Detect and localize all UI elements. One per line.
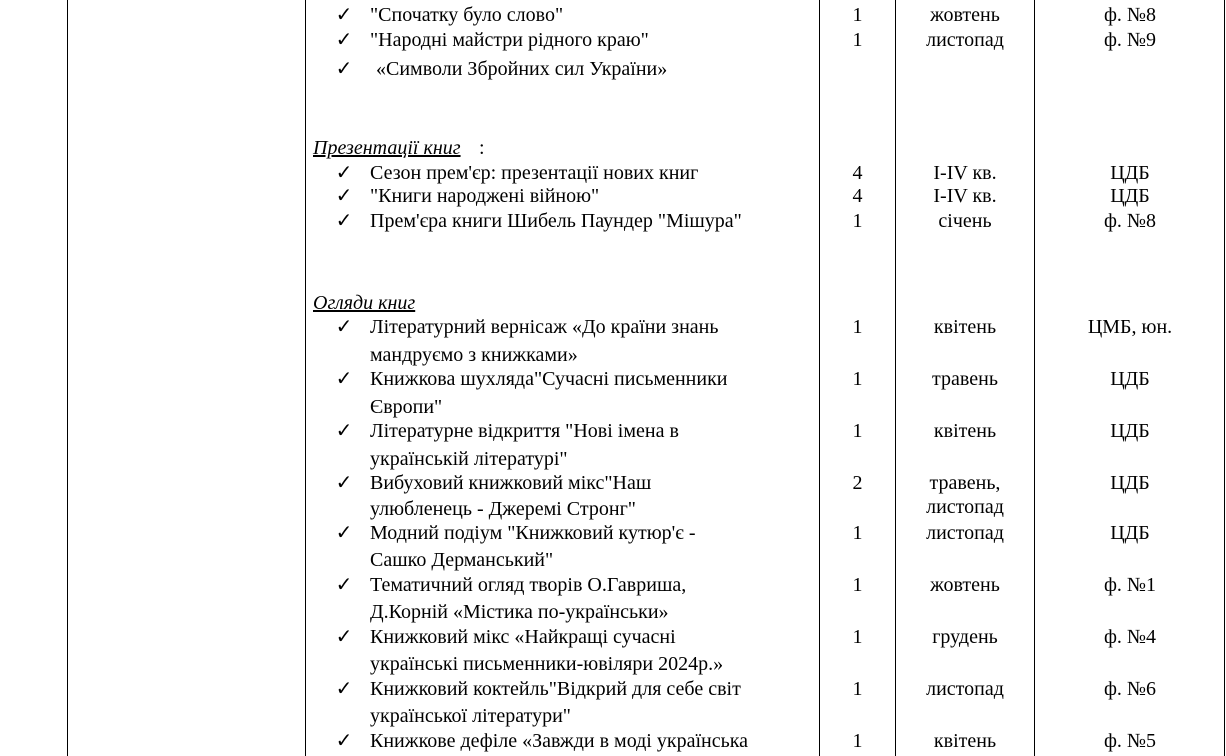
event-quantity: 1 [852, 29, 863, 51]
event-quantity: 1 [852, 626, 863, 648]
section-heading-row [0, 290, 1226, 316]
event-responsible: ЦДБ [1110, 162, 1150, 184]
event-term-continuation: листопад [926, 496, 1004, 518]
event-term: квітень [933, 316, 997, 338]
event-term: жовтень [930, 574, 1000, 596]
event-quantity: 1 [852, 368, 863, 390]
event-responsible: ф. №8 [1103, 210, 1157, 232]
event-term: листопад [926, 678, 1004, 700]
event-title-continuation: улюбленець - Джеремі Стронг" [370, 498, 636, 520]
event-responsible: ЦМБ, юн. [1087, 316, 1173, 338]
checkmark-icon: ✓ [335, 4, 353, 26]
table-row-continuation [0, 446, 1226, 472]
table-row [0, 728, 1226, 754]
checkmark-icon: ✓ [335, 58, 353, 80]
event-quantity: 1 [852, 574, 863, 596]
event-title: Книжкова шухляда"Сучасні письменники [370, 368, 728, 390]
checkmark-icon: ✓ [335, 210, 353, 232]
checkmark-icon: ✓ [335, 574, 353, 596]
event-responsible: ф. №4 [1103, 626, 1157, 648]
event-quantity: 1 [852, 730, 863, 752]
table-row [0, 572, 1226, 598]
event-responsible: ЦДБ [1110, 368, 1150, 390]
event-term: грудень [932, 626, 998, 648]
checkmark-icon: ✓ [335, 420, 353, 442]
event-title-continuation: українській літературі" [370, 448, 568, 470]
table-row-continuation [0, 342, 1226, 368]
event-term: квітень [933, 730, 997, 752]
checkmark-icon: ✓ [335, 29, 353, 51]
event-quantity: 1 [852, 678, 863, 700]
section-heading: Огляди книг [313, 292, 416, 314]
event-responsible: ф. №1 [1103, 574, 1157, 596]
event-title: "Спочатку було слово" [370, 4, 564, 26]
event-quantity: 1 [852, 4, 863, 26]
event-title: Книжковий коктейль"Відкрий для себе світ [370, 678, 741, 700]
table-row [0, 183, 1226, 209]
event-term: листопад [926, 522, 1004, 544]
table-row [0, 418, 1226, 444]
event-title: «Символи Збройних сил України» [376, 58, 668, 80]
event-title: "Книги народжені війною" [370, 185, 600, 207]
event-title: Прем'єра книги Шибель Паундер "Мішура" [370, 210, 742, 232]
event-title: Сезон прем'єр: презентації нових книг [370, 162, 699, 184]
event-responsible: ЦДБ [1110, 472, 1150, 494]
event-title-continuation: української літератури" [370, 705, 571, 727]
event-term: I-IV кв. [933, 162, 997, 184]
event-title: Книжкове дефіле «Завжди в моді українська [370, 730, 748, 752]
event-term: листопад [926, 29, 1004, 51]
table-row [0, 208, 1226, 234]
event-title: Тематичний огляд творів О.Гавриша, [370, 574, 687, 596]
event-quantity: 1 [852, 316, 863, 338]
checkmark-icon: ✓ [335, 678, 353, 700]
event-title-continuation: Д.Корній «Містика по-українськи» [370, 601, 669, 623]
event-term: I-IV кв. [933, 185, 997, 207]
event-title: Літературний вернісаж «До країни знань [370, 316, 719, 338]
event-title: Модний подіум "Книжковий кутюр'є - [370, 522, 696, 544]
event-title: "Народні майстри рідного краю" [370, 29, 649, 51]
table-row-continuation [0, 703, 1226, 729]
event-responsible: ф. №8 [1103, 4, 1157, 26]
table-row-continuation [0, 394, 1226, 420]
event-quantity: 1 [852, 420, 863, 442]
event-responsible: ЦДБ [1110, 185, 1150, 207]
event-responsible: ЦДБ [1110, 522, 1150, 544]
event-responsible: ф. №6 [1103, 678, 1157, 700]
event-title-continuation: мандруємо з книжками» [370, 344, 578, 366]
checkmark-icon: ✓ [335, 185, 353, 207]
event-title-continuation: українські письменники-ювіляри 2024р.» [370, 653, 724, 675]
event-responsible: ЦДБ [1110, 420, 1150, 442]
table-row [0, 314, 1226, 340]
table-row [0, 624, 1226, 650]
table-row [0, 520, 1226, 546]
checkmark-icon: ✓ [335, 730, 353, 752]
table-row-continuation [0, 599, 1226, 625]
checkmark-icon: ✓ [335, 472, 353, 494]
section-heading: Презентації книг [313, 137, 461, 159]
event-title: Книжковий мікс «Найкращі сучасні [370, 626, 676, 648]
event-quantity: 1 [852, 210, 863, 232]
table-row [0, 366, 1226, 392]
checkmark-icon: ✓ [335, 368, 353, 390]
event-title: Вибуховий книжковий мікс"Наш [370, 472, 652, 494]
checkmark-icon: ✓ [335, 522, 353, 544]
table-row-continuation [0, 547, 1226, 573]
event-quantity: 1 [852, 522, 863, 544]
event-term: жовтень [930, 4, 1000, 26]
table-row [0, 676, 1226, 702]
event-term: січень [938, 210, 992, 232]
event-term: травень [932, 368, 998, 390]
event-title: Літературне відкриття "Нові імена в [370, 420, 679, 442]
event-quantity: 4 [852, 185, 863, 207]
event-title-continuation: Сашко Дерманський" [370, 549, 554, 571]
event-term: квітень [933, 420, 997, 442]
table-row [0, 56, 1226, 82]
event-responsible: ф. №5 [1103, 730, 1157, 752]
table-row [0, 470, 1226, 496]
event-term: травень, [929, 472, 1001, 494]
event-title-continuation: Європи" [370, 396, 443, 418]
event-quantity: 4 [852, 162, 863, 184]
table-row-continuation [0, 651, 1226, 677]
table-row [0, 2, 1226, 28]
checkmark-icon: ✓ [335, 162, 353, 184]
event-responsible: ф. №9 [1103, 29, 1157, 51]
section-heading-row [0, 135, 1226, 161]
heading-colon: : [479, 137, 485, 159]
table-row [0, 27, 1226, 53]
table-row-continuation [0, 494, 1226, 520]
checkmark-icon: ✓ [335, 626, 353, 648]
checkmark-icon: ✓ [335, 316, 353, 338]
event-quantity: 2 [852, 472, 863, 494]
